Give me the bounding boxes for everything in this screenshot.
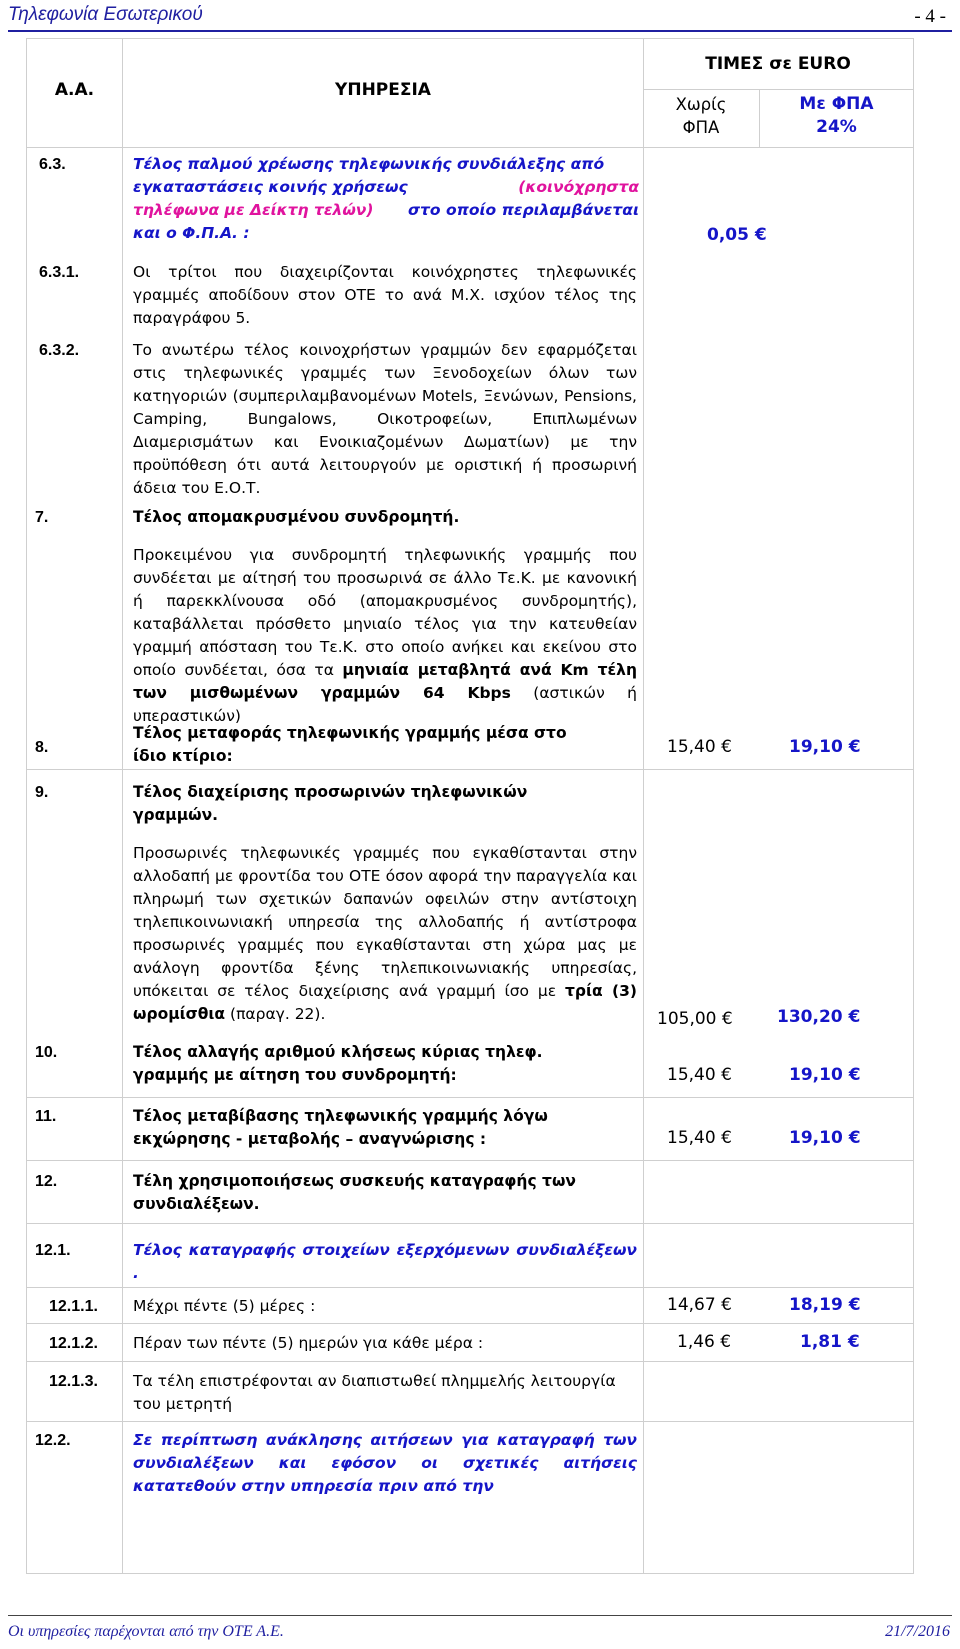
item-6-3-1-text: Οι τρίτοι που διαχειρίζονται κοινόχρηστες τηλεφωνικές γραμμές αποδίδουν στον ΟΤΕ το ανά Μ.Χ. ισχύον τέλος της παραγράφου 5. bbox=[133, 263, 637, 327]
col-divider bbox=[643, 39, 644, 1573]
item-number: 6.3.1. bbox=[39, 264, 80, 281]
row-divider bbox=[27, 1160, 913, 1161]
item-number: 12.1.3. bbox=[49, 1373, 98, 1390]
row-divider bbox=[27, 147, 913, 148]
text-line: Τέλος μεταβίβασης τηλεφωνικής γραμμής λόγω bbox=[133, 1107, 548, 1125]
text-span-highlight: (κοινόχρηστα bbox=[518, 178, 639, 196]
row-divider bbox=[27, 769, 913, 770]
item-number: 8. bbox=[35, 739, 49, 756]
price-value: 130,20 bbox=[777, 1007, 843, 1027]
price-value: 19,10 bbox=[789, 1065, 843, 1085]
text-span: στο οποίο περιλαμβάνεται bbox=[407, 201, 639, 219]
text-line bbox=[133, 199, 639, 222]
item-12-1-text: Τέλος καταγραφής στοιχείων εξερχόμενων συνδιαλέξεων . bbox=[133, 1241, 637, 1282]
euro-icon: € bbox=[848, 1065, 861, 1085]
item-number: 6.3.2. bbox=[39, 342, 80, 359]
text-span-bold: τρία (3) ωρομίσθια bbox=[133, 982, 637, 1023]
item-number: 7. bbox=[35, 509, 49, 526]
item-7-title: Τέλος απομακρυσμένου συνδρομητή. bbox=[133, 508, 460, 526]
text-span: εγκαταστάσεις κοινής χρήσεως bbox=[133, 178, 408, 196]
price-value: 0,05 bbox=[707, 225, 749, 245]
price-value: 105,00 bbox=[657, 1009, 717, 1029]
footer-rule bbox=[8, 1615, 952, 1616]
item-number: 11. bbox=[35, 1108, 57, 1125]
price-10-no-vat bbox=[667, 1065, 732, 1085]
item-number: 9. bbox=[35, 784, 49, 801]
text-line: συνδιαλέξεων. bbox=[133, 1195, 260, 1213]
price-value: 15,40 bbox=[667, 1128, 716, 1148]
euro-icon: € bbox=[721, 1009, 733, 1029]
item-9-title bbox=[133, 781, 527, 827]
no-vat-line1: Χωρίς bbox=[675, 95, 727, 114]
item-10-title bbox=[133, 1041, 543, 1087]
price-10-vat bbox=[789, 1065, 861, 1085]
text-span: Προκειμένου για συνδρομητή τηλεφωνικής γραμμής που συνδέεται με αίτησή του προσωρινά σε άλλο Τε.Κ. με κανονική ή παρεκκλίνουσα οδό (απομακρυσμένος συνδρομητής), καταβάλλεται πρόσθετο μηνιαίο τέλος για την κατευθείαν γραμμή απόσταση του Τε.Κ. στο οποίο ανήκει και εκείνου στο οποίο συνδέεται, όσα τα bbox=[133, 546, 637, 679]
text-span: Προσωρινές τηλεφωνικές γραμμές που εγκαθίστανται στην αλλοδαπή με φροντίδα του ΟΤΕ όσον αφορά την παραγγελία και πληρωμή των σχετικών δαπανών οφειλών στην αντίστοιχη τηλεπικοινωνιακή υπηρεσία της αλλοδαπής ή αντίστροφα προσωρινές γραμμές που εγκαθίστανται στη χώρα μας με ανάλογη φροντίδα ξένης τηλεπικοινωνιακής υπηρεσίας, υπόκειται σε τέλος διαχείρισης ανά γραμμή ίσο με bbox=[133, 844, 637, 1000]
euro-icon: € bbox=[848, 1007, 861, 1027]
page-number: - 4 - bbox=[914, 6, 946, 27]
item-12-2-text: Σε περίπτωση ανάκλησης αιτήσεων για καταγραφή των συνδιαλέξεων και εφόσον οι σχετικές αιτήσεις κατατεθούν στην υπηρεσία πριν από την bbox=[133, 1431, 637, 1495]
col-header-service: ΥΠΗΡΕΣΙΑ bbox=[335, 80, 431, 100]
col-header-aa: Α.Α. bbox=[54, 80, 95, 100]
header-title: Τηλεφωνία Εσωτερικού bbox=[8, 4, 203, 25]
text-span-bold: μηνιαία μεταβλητά ανά Km τέλη των μισθωμένων γραμμών 64 Kbps bbox=[133, 661, 637, 702]
price-8-vat bbox=[789, 737, 861, 757]
item-12-title bbox=[133, 1170, 576, 1216]
vat-line1: Με ΦΠΑ bbox=[799, 94, 874, 114]
item-12-1-2-text: Πέραν των πέντε (5) ημερών για κάθε μέρα : bbox=[133, 1334, 484, 1352]
price-value: 15,40 bbox=[667, 1065, 716, 1085]
price-12-1-1-no-vat bbox=[667, 1295, 732, 1315]
row-divider bbox=[27, 1287, 913, 1288]
item-7-text bbox=[133, 544, 637, 728]
price-value: 18,19 bbox=[789, 1295, 843, 1315]
euro-icon: € bbox=[848, 737, 861, 757]
col-divider bbox=[122, 39, 123, 1573]
text-line: εκχώρησης - μεταβολής – αναγνώρισης : bbox=[133, 1130, 487, 1148]
no-vat-line2: ΦΠΑ bbox=[682, 118, 720, 137]
item-9-text bbox=[133, 842, 637, 1026]
text-line: Τέλος αλλαγής αριθμού κλήσεως κύριας τηλεφ. bbox=[133, 1043, 543, 1061]
price-value: 19,10 bbox=[789, 737, 843, 757]
item-number: 12.1.2. bbox=[49, 1335, 98, 1352]
text-line: Τέλος διαχείρισης προσωρινών τηλεφωνικών bbox=[133, 783, 528, 801]
item-number: 12.1. bbox=[35, 1242, 71, 1259]
item-number: 12. bbox=[35, 1173, 58, 1190]
col-header-vat bbox=[760, 93, 913, 139]
euro-icon: € bbox=[721, 1295, 732, 1315]
col-header-prices: ΤΙΜΕΣ σε EURO bbox=[705, 54, 851, 74]
price-value: 14,67 bbox=[667, 1295, 716, 1315]
row-divider bbox=[27, 1421, 913, 1422]
text-span: (παραγ. 22). bbox=[230, 1005, 326, 1023]
euro-icon: € bbox=[848, 1128, 861, 1148]
footer-date: 21/7/2016 bbox=[885, 1623, 950, 1640]
euro-icon: € bbox=[721, 737, 732, 757]
footer-left: Οι υπηρεσίες παρέχονται από την ΟΤΕ Α.Ε. bbox=[8, 1623, 284, 1640]
row-divider bbox=[27, 1361, 913, 1362]
price-value: 1,46 bbox=[677, 1332, 715, 1352]
price-table bbox=[26, 38, 914, 1574]
euro-icon: € bbox=[721, 1065, 732, 1085]
euro-icon: € bbox=[720, 1332, 732, 1352]
row-divider bbox=[27, 1323, 913, 1324]
price-9-no-vat bbox=[657, 1009, 733, 1029]
price-12-1-2-no-vat bbox=[677, 1332, 731, 1352]
row-divider bbox=[27, 1223, 913, 1224]
price-value: 15,40 bbox=[667, 737, 716, 757]
item-number: 12.1.1. bbox=[49, 1298, 98, 1315]
price-8-no-vat bbox=[667, 737, 732, 757]
euro-icon: € bbox=[848, 1295, 861, 1315]
price-12-1-1-vat bbox=[789, 1295, 861, 1315]
euro-icon: € bbox=[754, 225, 767, 245]
vat-line2: 24% bbox=[816, 117, 857, 137]
text-line: Τέλη χρησιμοποιήσεως συσκευής καταγραφής των bbox=[133, 1172, 576, 1190]
euro-icon: € bbox=[847, 1332, 860, 1352]
row-divider bbox=[27, 1097, 913, 1098]
price-9-vat bbox=[777, 1007, 860, 1027]
item-number: 12.2. bbox=[35, 1432, 71, 1449]
item-6-3-2-text: Το ανωτέρω τέλος κοινοχρήστων γραμμών δεν εφαρμόζεται στις τηλεφωνικές γραμμές των Ξενοδοχείων όλων των κατηγοριών (συμπεριλαμβανομένων Motels, Ξενώνων, Pensions, Camping, Bungalows, Οικοτροφείων, Επιπλωμένων Διαμερισμάτων και Ενοικιαζομένων Δωματίων) με την προϋπόθεση ότι αυτά λειτουργούν με οριστική ή προσωρινή άδεια του Ε.Ο.Τ. bbox=[133, 341, 637, 497]
price-6-3 bbox=[707, 225, 767, 245]
item-12-1-3-text: Τα τέλη επιστρέφονται αν διαπιστωθεί πλημμελής λειτουργία του μετρητή bbox=[133, 1372, 616, 1413]
text-line: γραμμής με αίτηση του συνδρομητή: bbox=[133, 1066, 457, 1084]
col-header-no-vat bbox=[643, 93, 759, 139]
item-8-title bbox=[133, 722, 567, 768]
item-12-1-1-text: Μέχρι πέντε (5) μέρες : bbox=[133, 1297, 316, 1315]
item-number: 10. bbox=[35, 1044, 58, 1061]
row-divider bbox=[643, 89, 913, 90]
price-12-1-2-vat bbox=[800, 1332, 860, 1352]
text-line: γραμμών. bbox=[133, 806, 219, 824]
text-span: (αστικών ή υπεραστικών) bbox=[133, 684, 637, 725]
price-11-no-vat bbox=[667, 1128, 732, 1148]
page-header bbox=[8, 4, 952, 32]
item-number: 6.3. bbox=[39, 156, 66, 173]
text-line: και ο Φ.Π.Α. : bbox=[133, 224, 250, 242]
price-value: 1,81 bbox=[800, 1332, 842, 1352]
euro-icon: € bbox=[721, 1128, 732, 1148]
text-line: Τέλος μεταφοράς τηλεφωνικής γραμμής μέσα στο bbox=[133, 724, 567, 742]
text-span-highlight: τηλέφωνα με Δείκτη τελών) bbox=[133, 201, 374, 219]
item-11-title bbox=[133, 1105, 548, 1151]
text-line bbox=[133, 176, 639, 199]
text-line: Τέλος παλμού χρέωσης τηλεφωνικής συνδιάλεξης από bbox=[133, 155, 605, 173]
price-value: 19,10 bbox=[789, 1128, 843, 1148]
item-6-3-text bbox=[133, 153, 639, 245]
text-line: ίδιο κτίριο: bbox=[133, 747, 233, 765]
price-11-vat bbox=[789, 1128, 861, 1148]
